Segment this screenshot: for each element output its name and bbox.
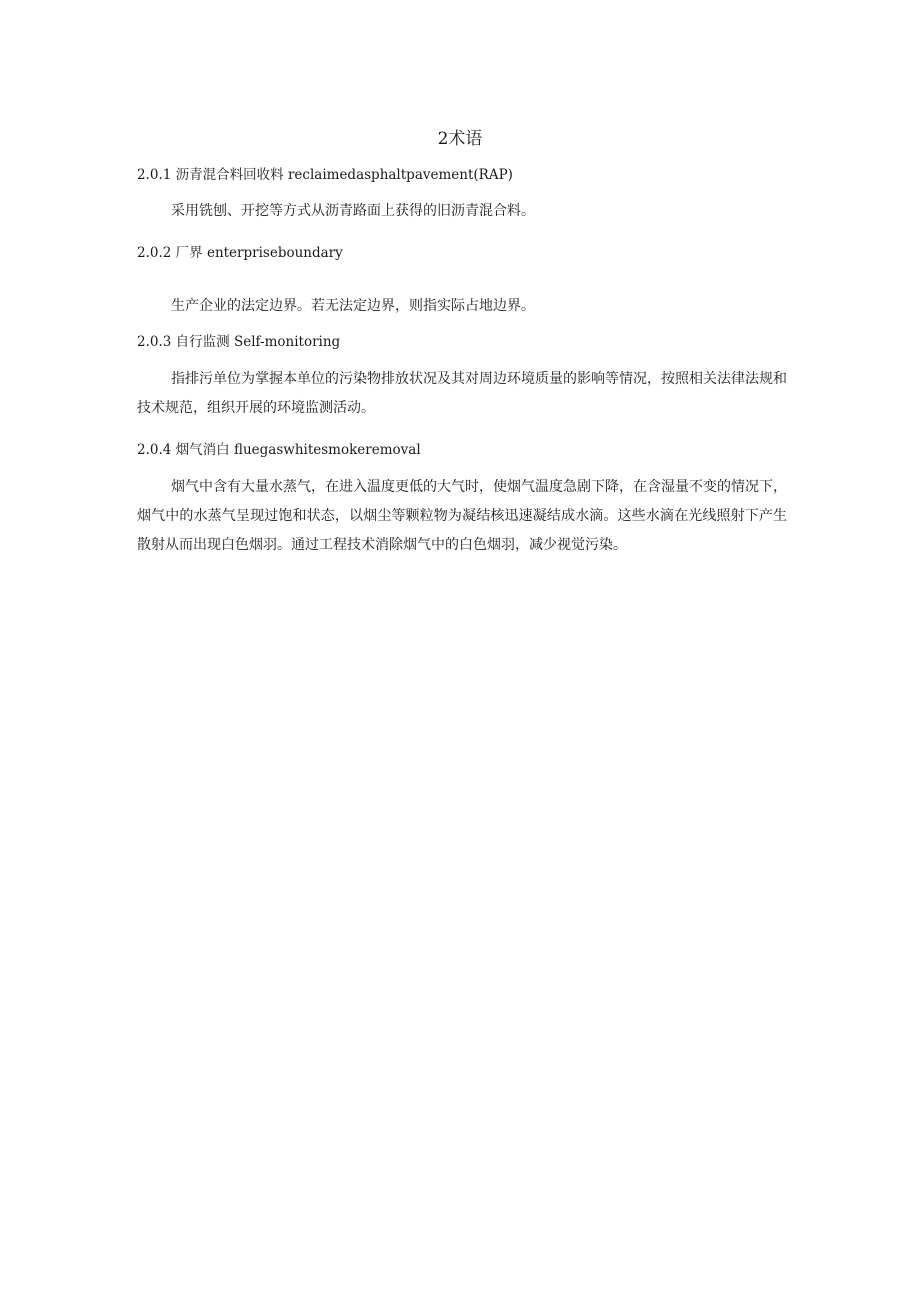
term-heading (137, 243, 787, 263)
term-number: 2.0.2 (137, 245, 172, 261)
term-english: Self-monitoring (233, 334, 341, 350)
term-2-0-3 (137, 332, 787, 352)
term-definition: 生产企业的法定边界。若无法定边界，则指实际占地边界。 (171, 298, 535, 314)
term-number: 2.0.4 (137, 442, 172, 458)
term-2-0-1-body (137, 197, 787, 226)
term-2-0-2-body (137, 292, 787, 321)
term-2-0-3-body (137, 365, 787, 423)
term-heading (137, 440, 787, 460)
term-name: 烟气消白 (175, 442, 230, 458)
term-2-0-1 (137, 165, 787, 185)
term-english: reclaimedasphaltpavement(RAP) (287, 167, 513, 183)
term-2-0-2 (137, 243, 787, 263)
term-english: enterpriseboundary (206, 245, 343, 261)
term-heading (137, 165, 787, 185)
term-2-0-4-body (137, 473, 787, 560)
term-number: 2.0.1 (137, 167, 172, 183)
term-name: 自行监测 (175, 334, 230, 350)
term-name: 厂界 (175, 245, 203, 261)
term-definition: 采用铣刨、开挖等方式从沥青路面上获得的旧沥青混合料。 (171, 203, 535, 219)
term-2-0-4 (137, 440, 787, 460)
term-name: 沥青混合料回收料 (175, 167, 284, 183)
term-definition: 指排污单位为掌握本单位的污染物排放状况及其对周边环境质量的影响等情况，按照相关法律法规和技术规范，组织开展的环境监测活动。 (137, 371, 787, 416)
term-number: 2.0.3 (137, 334, 172, 350)
term-english: fluegaswhitesmokeremoval (233, 442, 421, 458)
term-heading (137, 332, 787, 352)
chapter-title: 2术语 (437, 129, 483, 149)
term-definition: 烟气中含有大量水蒸气，在进入温度更低的大气时，使烟气温度急剧下降，在含湿量不变的情况下，烟气中的水蒸气呈现过饱和状态，以烟尘等颗粒物为凝结核迅速凝结成水滴。这些水滴在光线照射下产生散射从而出现白色烟羽。通过工程技术消除烟气中的白色烟羽，减少视觉污染。 (137, 479, 787, 553)
